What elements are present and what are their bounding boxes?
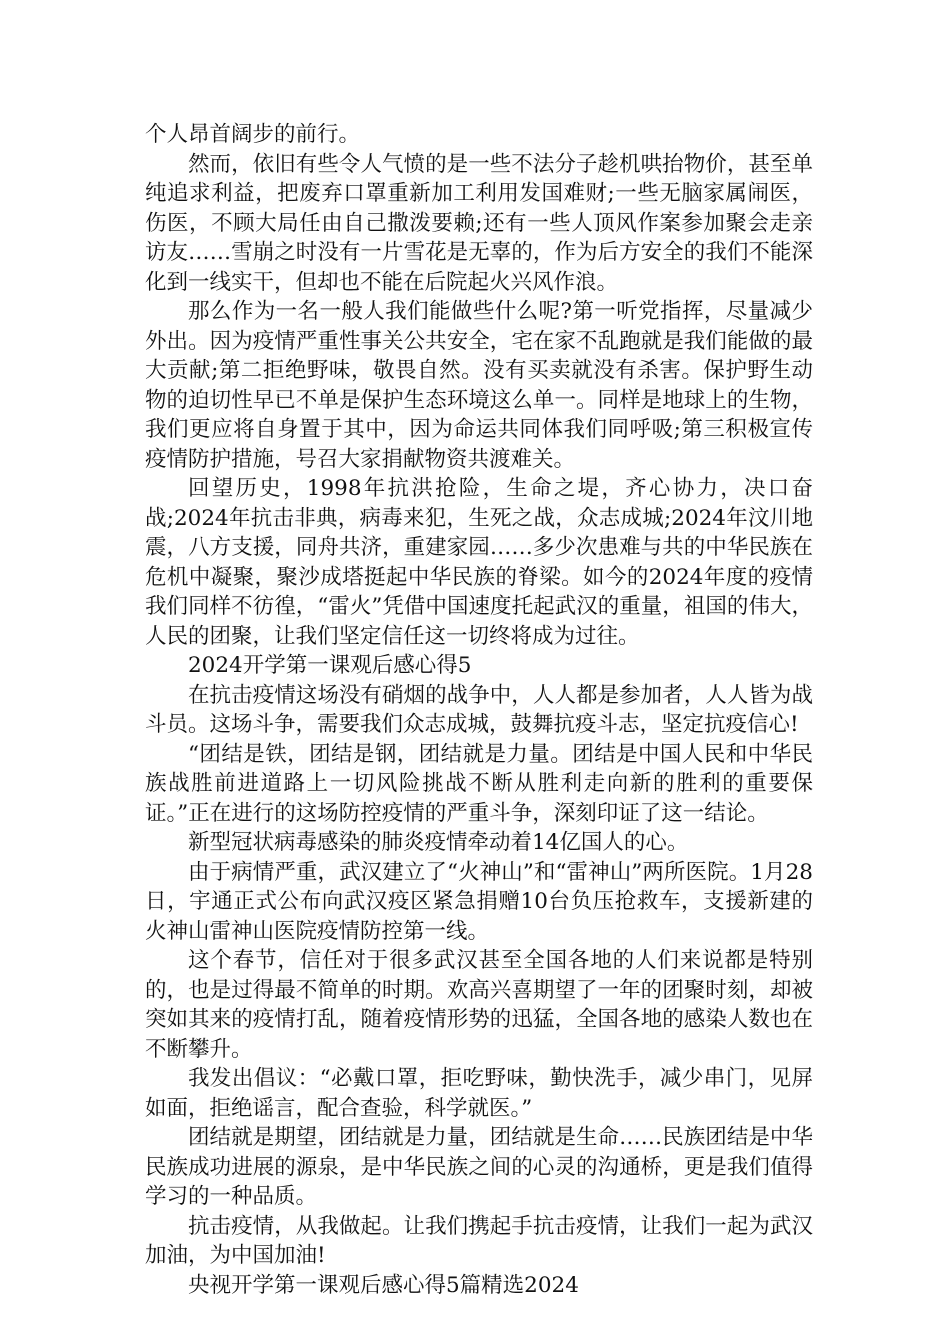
- paragraph-nation-concern: 新型冠状病毒感染的肺炎疫情牵动着14亿国人的心。: [188, 830, 689, 855]
- paragraph-hospitals: 由于病情严重，武汉建立了“火神山”和“雷神山”两所医院。1月28日，宇通正式公布向武汉疫区紧急捐赠10台负压抢救车，支援新建的火神山雷神山医院疫情防控第一线。: [145, 859, 813, 944]
- paragraph-spring-festival: 这个春节，信任对于很多武汉甚至全国各地的人们来说都是特别的，也是过得最不简单的时期。欢高兴喜期望了一年的团聚时刻，却被突如其来的疫情打乱，随着疫情形势的迅猛，全国各地的感染人数也在不断攀升。: [145, 948, 813, 1062]
- paragraph-war-without-smoke: 在抗击疫情这场没有硝烟的战争中，人人都是参加者，人人皆为战斗员。这场斗争，需要我们众志成城，鼓舞抗疫斗志，坚定抗疫信心!: [145, 682, 813, 737]
- paragraph-history: 回望历史，1998年抗洪抢险，生命之堤，齐心协力，决口奋战;2024年抗击非典，病毒来犯，生死之战，众志成城;2024年汶川地震，八方支援，同舟共济，重建家园……多少次患难与共的中华民族在危机中凝聚，聚沙成塔挺起中华民族的脊梁。如今的2024年度的疫情我们同样不彷徨，“雷火”凭借中国速度托起武汉的重量，祖国的伟大，人民的团聚，让我们坚定信任这一切终将成为过往。: [145, 476, 813, 649]
- paragraph-profiteering: 然而，依旧有些令人气愤的是一些不法分子趁机哄抬物价，甚至单纯追求利益，把废弃口罩重新加工利用发国难财;一些无脑家属闹医，伤医，不顾大局任由自己撒泼要赖;还有一些人顶风作案参加聚会走亲访友……雪崩之时没有一片雪花是无辜的，作为后方安全的我们不能深化到一线实干，但却也不能在后院起火兴风作浪。: [145, 151, 813, 295]
- paragraph-continuation: 个人昂首阔步的前行。: [145, 122, 361, 147]
- paragraph-what-can-we-do: 那么作为一名一般人我们能做些什么呢?第一听党指挥，尽量减少外出。因为疫情严重性事关公共安全，宅在家不乱跑就是我们能做的最大贡献;第二拒绝野味，敬畏自然。没有买卖就没有杀害。保护野生动物的迫切性早已不单是保护生态环境这么单一。同样是地球上的生物，我们更应将自身置于其中，因为命运共同体我们同呼吸;第三积极宣传疫情防护措施，号召大家捐献物资共渡难关。: [145, 299, 813, 472]
- closing-title: 央视开学第一课观后感心得5篇精选2024: [188, 1272, 579, 1298]
- section-heading: 2024开学第一课观后感心得5: [188, 653, 472, 678]
- paragraph-fight-epidemic: 抗击疫情，从我做起。让我们携起手抗击疫情，让我们一起为武汉加油，为中国加油!: [145, 1213, 813, 1268]
- paragraph-unity-hope: 团结就是期望，团结就是力量，团结就是生命……民族团结是中华民族成功进展的源泉，是中华民族之间的心灵的沟通桥，更是我们值得学习的一种品质。: [145, 1125, 813, 1209]
- paragraph-initiative: 我发出倡议：“必戴口罩，拒吃野味，勤快洗手，减少串门，见屏如面，拒绝谣言，配合查验，科学就医。”: [145, 1066, 813, 1121]
- paragraph-unity-quote: “团结是铁，团结是钢，团结就是力量。团结是中国人民和中华民族战胜前进道路上一切风险挑战不断从胜利走向新的胜利的重要保证。”正在进行的这场防控疫情的严重斗争，深刻印证了这一结论。: [145, 741, 813, 826]
- document-body: [145, 120, 813, 1300]
